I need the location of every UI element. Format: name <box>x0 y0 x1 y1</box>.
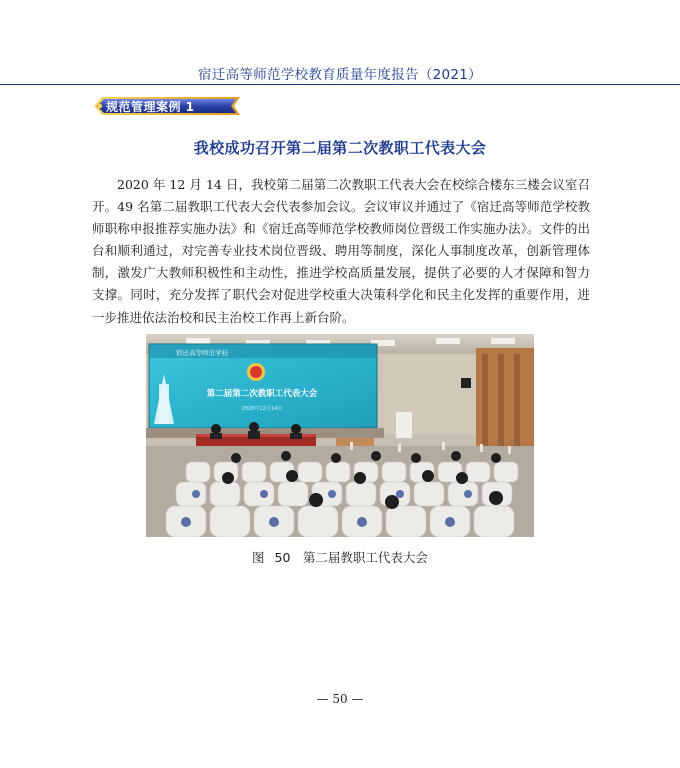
case-badge <box>92 96 244 116</box>
screen-event-title: 第二届第二次教职工代表大会 <box>206 389 318 399</box>
screen-school-name: 宿迁高等师范学校 <box>176 349 228 357</box>
page-number: — 50 — <box>316 692 364 706</box>
article-paragraph: 2020 年 12 月 14 日，我校第二届第二次教职工代表大会在校综合楼东三楼会议室召开。49 名第二届教职工代表大会代表参加会议。会议审议并通过了《宿迁高等师范学校教师职称申报推荐实施办法》和《宿迁高等师范学校教师岗位晋级工作实施办法》。文件的出台和顺利通过，对完善专业技术岗位晋级、聘用等制度，深化人事制度改革，创新管理体制，激发广大教师积极性和主动性，推进学校高质量发展，提供了必要的人才保障和智力支撑。同时，充分发挥了职代会对促进学校重大决策科学化和民主化发挥的重要作用，进一步推进依法治校和民主治校工作再上新台阶。 <box>92 177 590 325</box>
report-header-title: 宿迁高等师范学校教育质量年度报告（2021） <box>198 67 482 83</box>
case-badge-label: 规范管理案例 1 <box>106 100 195 114</box>
screen-event-date: 2020年12月14日 <box>241 406 283 412</box>
header-divider <box>0 84 680 85</box>
article-title: 我校成功召开第二届第二次教职工代表大会 <box>193 139 487 157</box>
congress-photo <box>146 334 534 537</box>
figure-caption: 图 50 第二届教职工代表大会 <box>252 550 428 565</box>
meeting-hall-illustration <box>146 334 534 537</box>
